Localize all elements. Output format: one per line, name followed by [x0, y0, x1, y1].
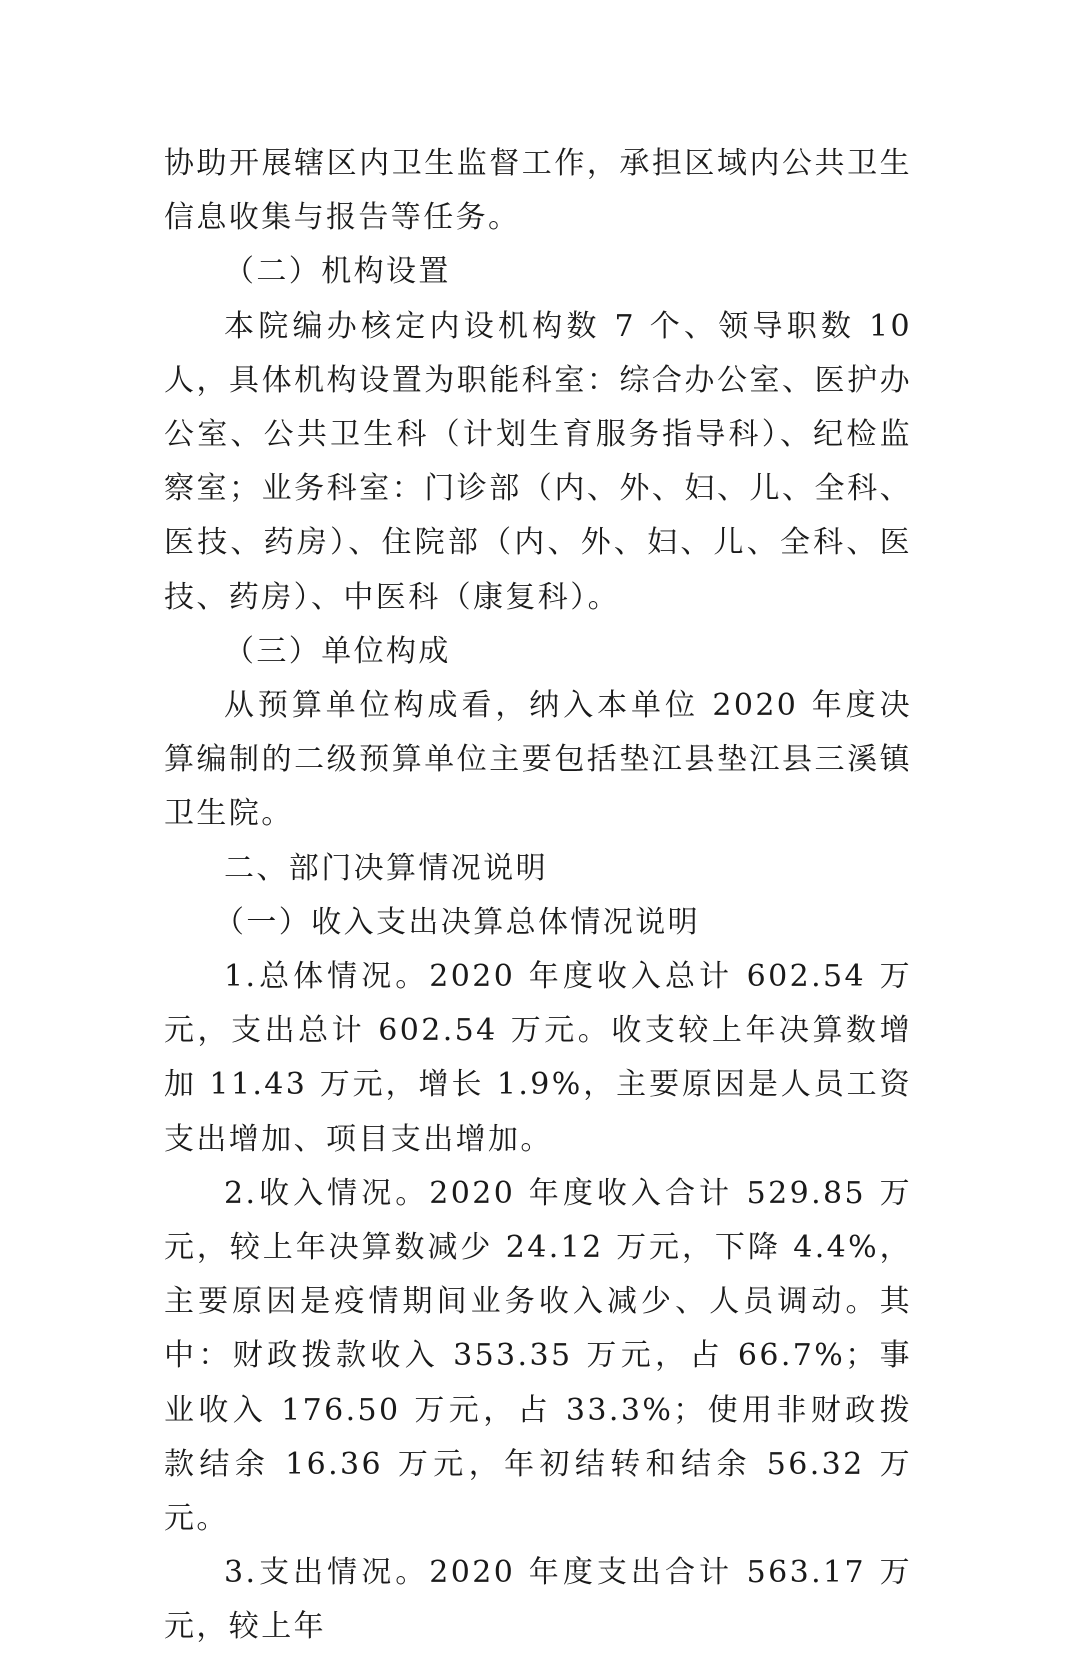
body-text: [164, 137, 912, 1655]
section-heading-org-setup: （二）机构设置: [224, 254, 451, 290]
paragraph-expenditure: 3.支出情况。2020 年度支出合计 563.17 万元，较上年: [164, 1555, 912, 1645]
paragraph-overall: 1.总体情况。2020 年度收入总计 602.54 万元，支出总计 602.54 万元。收支较上年决算数增加 11.43 万元，增长 1.9%，主要原因是人员工资支出增加、项目支出增加。: [164, 959, 912, 1157]
paragraph-org-setup: 本院编办核定内设机构数 7 个、领导职数 10 人，具体机构设置为职能科室：综合办公室、医护办公室、公共卫生科（计划生育服务指导科）、纪检监察室；业务科室：门诊部（内、外、妇、儿、全科、医技、药房）、住院部（内、外、妇、儿、全科、医技、药房）、中医科（康复科）。: [164, 308, 912, 615]
section-heading-unit-composition: （三）单位构成: [224, 633, 451, 669]
section-heading-budget-explanation: 二、部门决算情况说明: [224, 850, 548, 886]
paragraph-income: 2.收入情况。2020 年度收入合计 529.85 万元，较上年决算数减少 24.12 万元，下降 4.4%，主要原因是疫情期间业务收入减少、人员调动。其中：财政拨款收入 353.35 万元，占 66.7%；事业收入 176.50 万元，占 33.3%；使用非财政拨款结余 16.36 万元，年初结转和结余 56.32 万元。: [164, 1175, 912, 1537]
subsection-heading-income-expenditure: （一）收入支出决算总体情况说明: [214, 904, 700, 940]
paragraph-continuation: 协助开展辖区内卫生监督工作，承担区域内公共卫生信息收集与报告等任务。: [164, 146, 912, 236]
paragraph-unit-composition: 从预算单位构成看，纳入本单位 2020 年度决算编制的二级预算单位主要包括垫江县垫江县三溪镇卫生院。: [164, 688, 912, 832]
